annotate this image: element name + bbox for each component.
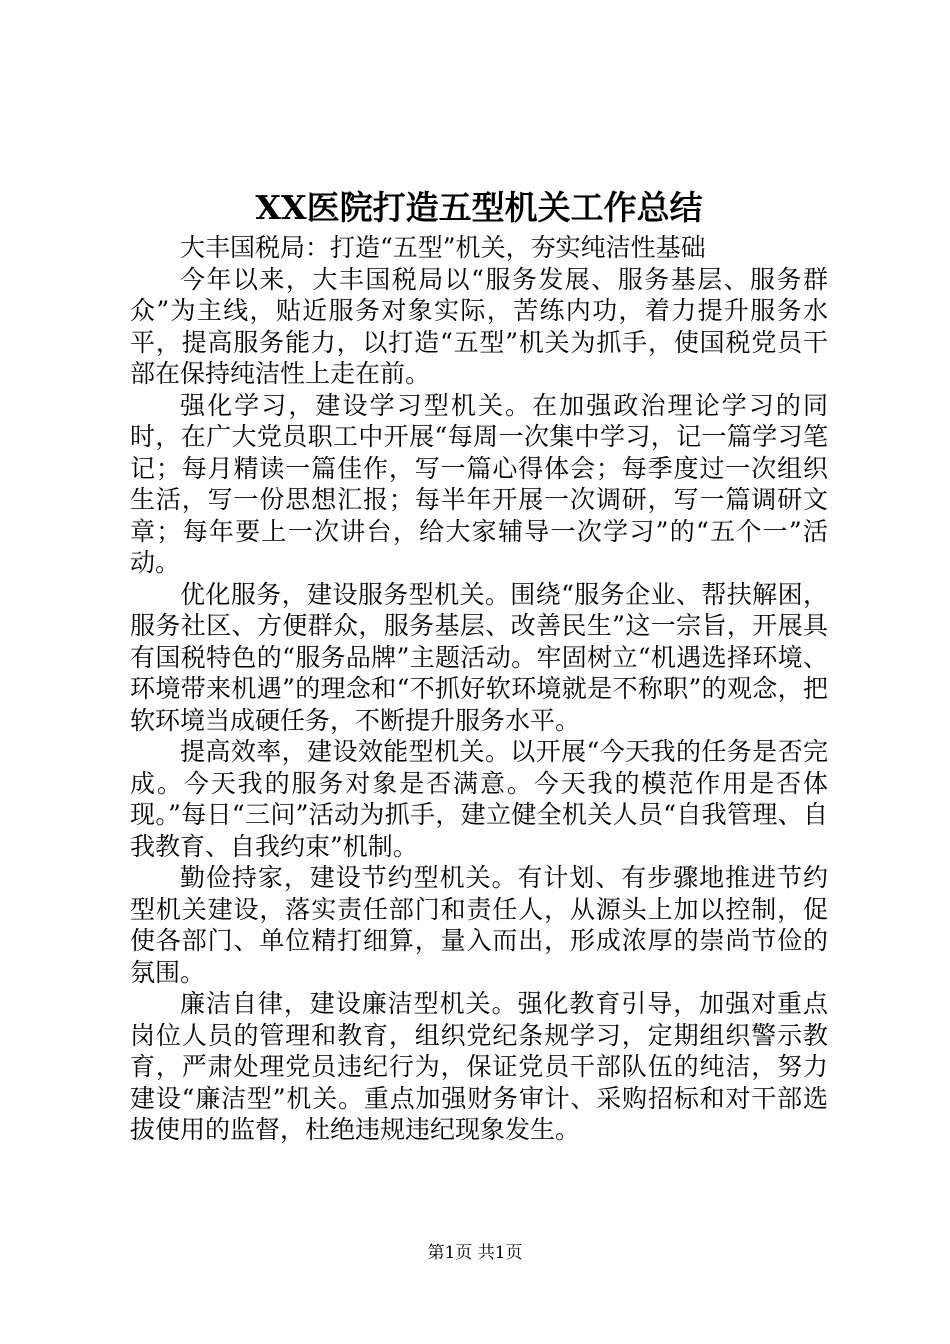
paragraph-learning: 强化学习，建设学习型机关。在加强政治理论学习的同时，在广大党员职工中开展“每周一次集中学习，记一篇学习笔记；每月精读一篇佳作，写一篇心得体会；每季度过一次组织生活，写一份思想汇报；每半年开展一次调研，写一篇调研文章；每年要上一次讲台，给大家辅导一次学习”的“五个一”活动。 (130, 390, 828, 577)
paragraph-frugality: 勤俭持家，建设节约型机关。有计划、有步骤地推进节约型机关建设，落实责任部门和责任人，从源头上加以控制，促使各部门、单位精打细算，量入而出，形成浓厚的崇尚节俭的氛围。 (130, 863, 828, 987)
paragraph-efficiency: 提高效率，建设效能型机关。以开展“今天我的任务是否完成。今天我的服务对象是否满意。今天我的模范作用是否体现。”每日“三问”活动为抓手，建立健全机关人员“自我管理、自我教育、自我约束”机制。 (130, 737, 828, 861)
page-number-footer: 第1页 共1页 (427, 1243, 523, 1263)
paragraph-service: 优化服务，建设服务型机关。围绕“服务企业、帮扶解困，服务社区、方便群众，服务基层、改善民生”这一宗旨，开展具有国税特色的“服务品牌”主题活动。牢固树立“机遇选择环境、环境带来机遇”的理念和“不抓好软环境就是不称职”的观念，把软环境当成硬任务，不断提升服务水平。 (130, 579, 828, 735)
paragraph-integrity: 廉洁自律，建设廉洁型机关。强化教育引导，加强对重点岗位人员的管理和教育，组织党纪条规学习，定期组织警示教育，严肃处理党员违纪行为，保证党员干部队伍的纯洁，努力建设“廉洁型”机关。重点加强财务审计、采购招标和对干部选拔使用的监督，杜绝违规违纪现象发生。 (130, 989, 828, 1144)
document-title: XX医院打造五型机关工作总结 (255, 188, 703, 227)
paragraph-subtitle: 大丰国税局：打造“五型”机关，夯实纯洁性基础 (180, 233, 706, 262)
document-body (130, 186, 828, 1146)
paragraph-intro: 今年以来，大丰国税局以“服务发展、服务基层、服务群众”为主线，贴近服务对象实际，苦练内功，着力提升服务水平，提高服务能力，以打造“五型”机关为抓手，使国税党员干部在保持纯洁性上走在前。 (130, 264, 828, 388)
